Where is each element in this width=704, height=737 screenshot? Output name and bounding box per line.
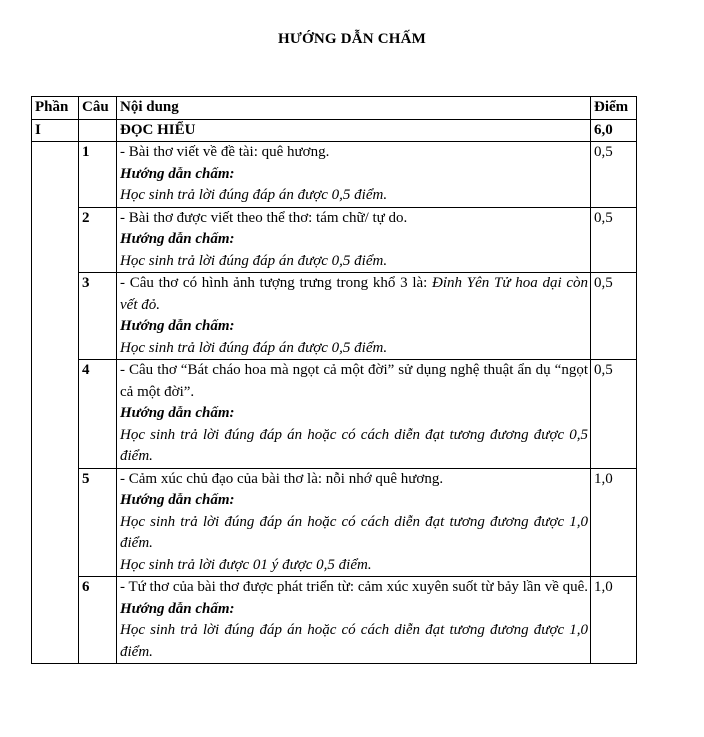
- answer-text-prefix: - Câu thơ có hình ảnh tượng trưng trong khổ 3 là:: [120, 275, 433, 291]
- part-cell-empty: [32, 142, 79, 664]
- question-score: 1,0: [591, 468, 637, 577]
- guide-note: Học sinh trả lời đúng đáp án hoặc có cách diễn đạt tương đương được 1,0 điểm.: [120, 622, 588, 660]
- question-score: 1,0: [591, 577, 637, 664]
- question-number: 5: [79, 468, 117, 577]
- question-row: [32, 273, 637, 360]
- header-part: Phần: [32, 97, 79, 120]
- answer-text: - Bài thơ được viết theo thể thơ: tám chữ/ tự do.: [120, 209, 408, 226]
- table-header-row: [32, 97, 637, 120]
- question-row: [32, 207, 637, 273]
- answer-text: - Bài thơ viết về đề tài: quê hương.: [120, 144, 330, 160]
- answer-text: - Tứ thơ của bài thơ được phát triển từ: cảm xúc xuyên suốt từ bảy lần về quê.: [120, 579, 589, 595]
- question-number: 3: [79, 273, 117, 360]
- header-question: Câu: [79, 97, 117, 120]
- header-content: Nội dung: [117, 97, 591, 120]
- guide-note: Học sinh trả lời đúng đáp án hoặc có cách diễn đạt tương đương được 1,0 điểm.: [120, 513, 588, 551]
- question-content: [117, 360, 591, 469]
- guide-note: Học sinh trả lời đúng đáp án được 0,5 điểm.: [120, 252, 388, 269]
- question-row: [32, 142, 637, 208]
- section-score: 6,0: [591, 119, 637, 142]
- guide-note: Học sinh trả lời được 01 ý được 0,5 điểm.: [120, 556, 372, 573]
- document-title: HƯỚNG DẪN CHẤM: [277, 31, 427, 47]
- question-score: 0,5: [591, 142, 637, 208]
- guide-note: Học sinh trả lời đúng đáp án hoặc có cách diễn đạt tương đương được 0,5 điểm.: [120, 426, 588, 464]
- guide-heading: Hướng dẫn chấm:: [120, 318, 235, 334]
- answer-text: - Câu thơ “Bát cháo hoa mà ngọt cả một đời” sử dụng nghệ thuật ẩn dụ “ngọt cả một đời”.: [120, 362, 588, 400]
- answer-text-quote: Đỉnh Yên Tử hoa dại còn vết đỏ.: [120, 275, 588, 313]
- question-score: 0,5: [591, 207, 637, 273]
- guide-heading: Hướng dẫn chấm:: [120, 231, 235, 247]
- guide-note: Học sinh trả lời đúng đáp án được 0,5 điểm.: [120, 339, 388, 356]
- answer-text: - Cảm xúc chủ đạo của bài thơ là: nỗi nhớ quê hương.: [120, 470, 444, 487]
- guide-heading: Hướng dẫn chấm:: [120, 165, 235, 182]
- question-content: [117, 273, 591, 360]
- question-number: 6: [79, 577, 117, 664]
- section-row: [32, 119, 637, 142]
- question-number: 2: [79, 207, 117, 273]
- section-part: I: [32, 119, 79, 142]
- question-row: [32, 360, 637, 469]
- question-row: [32, 468, 637, 577]
- grading-table: [31, 96, 637, 664]
- question-content: [117, 468, 591, 577]
- section-label: ĐỌC HIỂU: [117, 119, 591, 142]
- guide-heading: Hướng dẫn chấm:: [120, 492, 235, 508]
- guide-note: Học sinh trả lời đúng đáp án được 0,5 điểm.: [120, 187, 388, 203]
- question-row: [32, 577, 637, 664]
- guide-heading: Hướng dẫn chấm:: [120, 600, 235, 617]
- header-score: Điểm: [591, 97, 637, 120]
- guide-heading: Hướng dẫn chấm:: [120, 405, 235, 421]
- question-number: 4: [79, 360, 117, 469]
- question-content: [117, 577, 591, 664]
- question-number: 1: [79, 142, 117, 208]
- section-empty-cell: [79, 119, 117, 142]
- question-content: [117, 207, 591, 273]
- question-content: [117, 142, 591, 208]
- question-score: 0,5: [591, 273, 637, 360]
- answer-text: [120, 273, 588, 316]
- question-score: 0,5: [591, 360, 637, 469]
